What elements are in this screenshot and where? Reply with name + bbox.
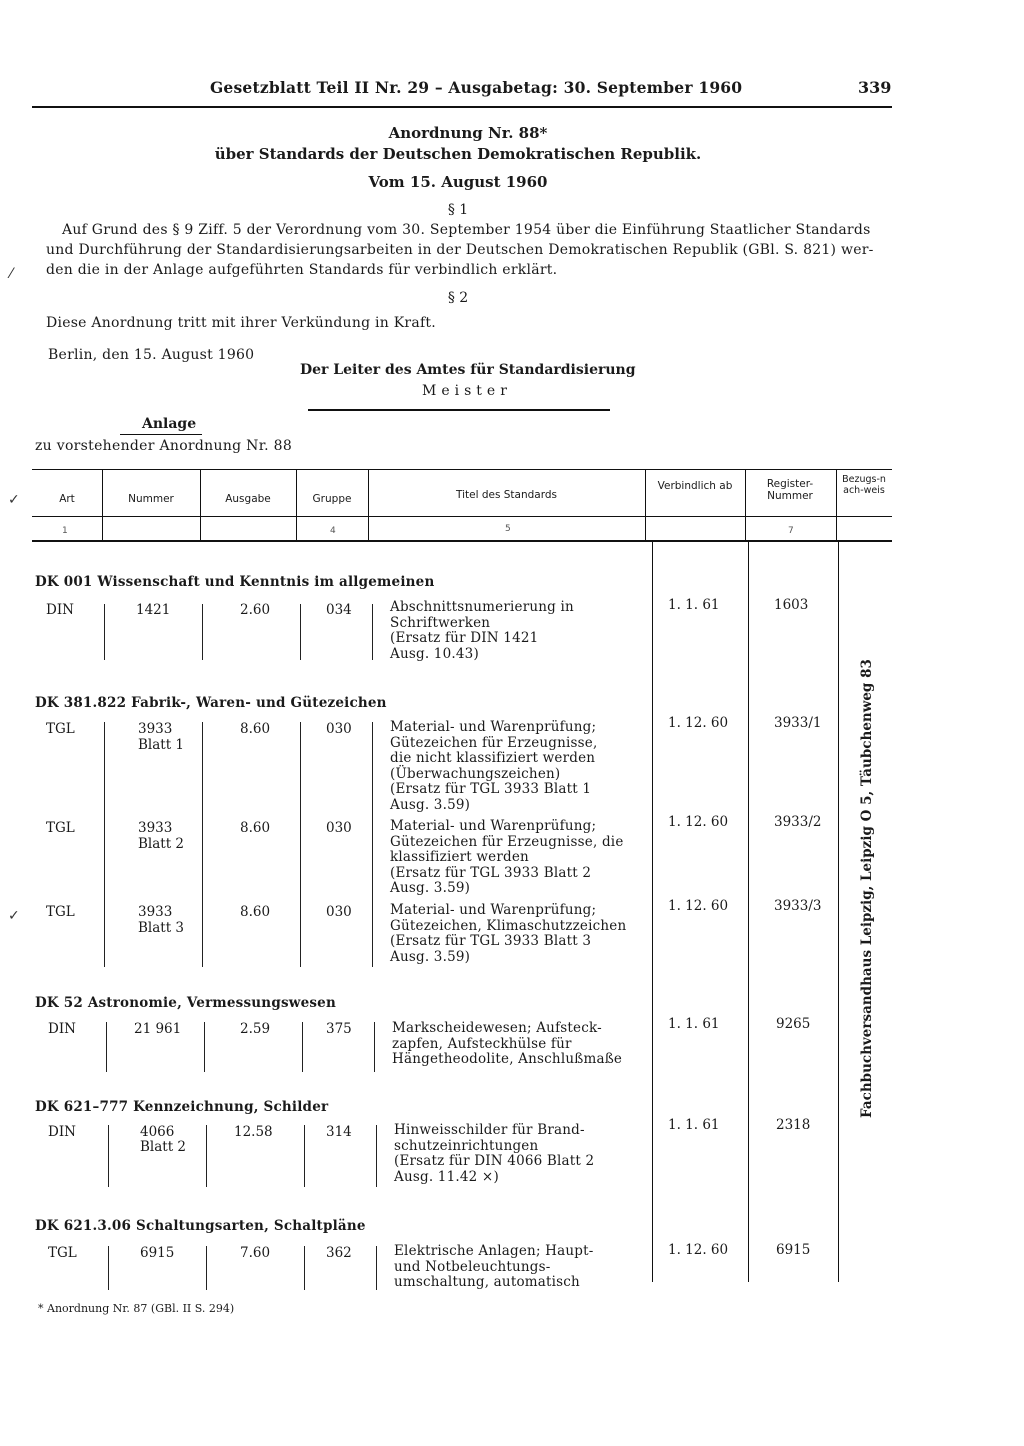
table-rule bbox=[32, 469, 892, 470]
footnote: * Anordnung Nr. 87 (GBl. II S. 294) bbox=[38, 1302, 235, 1315]
row-divider bbox=[106, 1022, 107, 1072]
column-divider bbox=[838, 540, 839, 1282]
cell-ausgabe: 8.60 bbox=[240, 904, 271, 920]
group-heading: DK 52 Astronomie, Vermessungswesen bbox=[35, 995, 336, 1011]
row-divider bbox=[372, 604, 373, 660]
cell-nummer: 21 961 bbox=[134, 1021, 182, 1037]
row-divider bbox=[108, 1246, 109, 1290]
cell-titel: Hinweisschilder für Brand- schutzeinrichtungen (Ersatz für DIN 4066 Blatt 2 Ausg. 11.42 ×) bbox=[394, 1122, 595, 1185]
cell-gruppe: 030 bbox=[326, 820, 352, 836]
cell-ausgabe: 2.60 bbox=[240, 602, 271, 618]
paragraph-1-line: und Durchführung der Standardisierungsarbeiten in der Deutschen Demokratischen Republik (GBl. S. 821) wer- bbox=[46, 242, 874, 258]
column-divider bbox=[652, 540, 653, 1282]
row-divider bbox=[104, 604, 105, 660]
paragraph-1-number: § 1 bbox=[447, 202, 469, 218]
publisher-stamp-text: Fachbuchversandhaus Leipzig, Leipzig O 5, Täubchenweg 83 bbox=[859, 659, 875, 1118]
column-divider bbox=[748, 540, 749, 1282]
row-divider bbox=[202, 604, 203, 660]
paragraph-2-text: Diese Anordnung tritt mit ihrer Verkündung in Kraft. bbox=[46, 315, 436, 331]
cell-art: DIN bbox=[46, 602, 74, 618]
cell-verbindlich: 1. 12. 60 bbox=[668, 814, 729, 830]
cell-ausgabe: 12.58 bbox=[234, 1124, 273, 1140]
paragraph-1-line: Auf Grund des § 9 Ziff. 5 der Verordnung vom 30. September 1954 über die Einführung Staatlicher Standards bbox=[62, 222, 871, 238]
group-heading: DK 001 Wissenschaft und Kenntnis im allgemeinen bbox=[35, 574, 435, 590]
cell-nummer: 4066 bbox=[140, 1124, 175, 1140]
cell-titel: Material- und Warenprüfung; Gütezeichen, Klimaschutzzeichen (Ersatz für TGL 3933 Blatt 3 Ausg. 3.59) bbox=[390, 902, 627, 965]
cell-art: DIN bbox=[48, 1124, 76, 1140]
row-divider bbox=[302, 1022, 303, 1072]
cell-titel: Elektrische Anlagen; Haupt- und Notbeleuchtungs- umschaltung, automatisch bbox=[394, 1243, 594, 1290]
row-divider bbox=[204, 1022, 205, 1072]
paragraph-2-number: § 2 bbox=[447, 290, 469, 306]
ordinance-date: Vom 15. August 1960 bbox=[368, 173, 548, 191]
column-divider bbox=[645, 469, 646, 540]
cell-register: 1603 bbox=[774, 597, 809, 613]
place-date: Berlin, den 15. August 1960 bbox=[48, 347, 255, 363]
cell-register: 3933/3 bbox=[774, 898, 822, 914]
cell-gruppe: 314 bbox=[326, 1124, 352, 1140]
row-divider bbox=[376, 1246, 377, 1290]
group-heading: DK 621.3.06 Schaltungsarten, Schaltpläne bbox=[35, 1218, 366, 1234]
cell-art: DIN bbox=[48, 1021, 76, 1037]
cell-register: 9265 bbox=[776, 1016, 811, 1032]
cell-nummer: 6915 bbox=[140, 1245, 175, 1261]
cell-nummer: 3933 bbox=[138, 721, 173, 737]
col-header-nummer: Nummer bbox=[128, 493, 174, 505]
cell-titel: Markscheidewesen; Aufsteck- zapfen, Aufsteckhülse für Hängetheodolite, Anschlußmaße bbox=[392, 1020, 623, 1067]
row-divider bbox=[202, 722, 203, 967]
cell-verbindlich: 1. 12. 60 bbox=[668, 1242, 729, 1258]
cell-register: 3933/1 bbox=[774, 715, 822, 731]
cell-gruppe: 030 bbox=[326, 904, 352, 920]
margin-mark: ✓ bbox=[8, 908, 20, 924]
cell-art: TGL bbox=[46, 820, 75, 836]
table-rule bbox=[32, 540, 892, 542]
row-divider bbox=[300, 722, 301, 967]
cell-gruppe: 375 bbox=[326, 1021, 352, 1037]
cell-register: 6915 bbox=[776, 1242, 811, 1258]
cell-nummer: 1421 bbox=[136, 602, 171, 618]
col-number: 4 bbox=[330, 526, 336, 536]
cell-verbindlich: 1. 1. 61 bbox=[668, 1117, 720, 1133]
cell-nummer-sheet: Blatt 1 bbox=[138, 737, 185, 753]
cell-ausgabe: 7.60 bbox=[240, 1245, 271, 1261]
row-divider bbox=[206, 1246, 207, 1290]
margin-mark: ✓ bbox=[8, 492, 20, 508]
cell-titel: Material- und Warenprüfung; Gütezeichen für Erzeugnisse, die klassifiziert werden (Ersatz für TGL 3933 Blatt 2 Ausg. 3.59) bbox=[390, 818, 624, 896]
annex-underline bbox=[120, 434, 202, 435]
cell-verbindlich: 1. 1. 61 bbox=[668, 597, 720, 613]
publisher-stamp bbox=[857, 659, 879, 1118]
cell-art: TGL bbox=[48, 1245, 77, 1261]
cell-ausgabe: 2.59 bbox=[240, 1021, 271, 1037]
paragraph-1-line: den die in der Anlage aufgeführten Standards für verbindlich erklärt. bbox=[46, 262, 558, 278]
cell-nummer-sheet: Blatt 3 bbox=[138, 920, 185, 936]
page-number: 339 bbox=[858, 78, 892, 97]
row-divider bbox=[300, 604, 301, 660]
row-divider bbox=[304, 1246, 305, 1290]
col-header-verbindlich: Verbindlich ab bbox=[657, 480, 733, 492]
col-header-bezug: Bezugs-nach-weis bbox=[842, 474, 886, 496]
annex-title: Anlage bbox=[142, 416, 197, 432]
col-header-register: Register-Nummer bbox=[766, 478, 814, 502]
signature-name: Meister bbox=[422, 383, 512, 399]
row-divider bbox=[206, 1125, 207, 1187]
header-rule bbox=[32, 106, 892, 108]
cell-nummer: 3933 bbox=[138, 820, 173, 836]
col-header-gruppe: Gruppe bbox=[312, 493, 352, 505]
cell-nummer: 3933 bbox=[138, 904, 173, 920]
cell-nummer-sheet: Blatt 2 bbox=[138, 836, 185, 852]
cell-register: 3933/2 bbox=[774, 814, 822, 830]
col-header-titel: Titel des Standards bbox=[455, 489, 557, 501]
col-header-ausgabe: Ausgabe bbox=[225, 493, 271, 505]
cell-gruppe: 030 bbox=[326, 721, 352, 737]
ordinance-title: Anordnung Nr. 88* bbox=[388, 124, 548, 142]
col-number: 5 bbox=[505, 524, 511, 534]
cell-nummer-sheet: Blatt 2 bbox=[140, 1139, 187, 1155]
signature-rule bbox=[308, 409, 610, 411]
cell-register: 2318 bbox=[776, 1117, 811, 1133]
cell-art: TGL bbox=[46, 904, 75, 920]
cell-verbindlich: 1. 1. 61 bbox=[668, 1016, 720, 1032]
column-divider bbox=[745, 469, 746, 540]
col-number: 1 bbox=[62, 526, 68, 536]
cell-gruppe: 362 bbox=[326, 1245, 352, 1261]
running-header: Gesetzblatt Teil II Nr. 29 – Ausgabetag: 30. September 1960 bbox=[210, 78, 743, 97]
row-divider bbox=[104, 722, 105, 967]
column-divider bbox=[368, 469, 369, 540]
annex-subtitle: zu vorstehender Anordnung Nr. 88 bbox=[35, 438, 293, 454]
cell-titel: Material- und Warenprüfung; Gütezeichen für Erzeugnisse, die nicht klassifiziert werden (Überwachungszeichen) (Ersatz für TGL 3933 Blatt 1 Ausg. 3.59) bbox=[390, 719, 598, 813]
table-rule bbox=[32, 516, 892, 517]
cell-ausgabe: 8.60 bbox=[240, 721, 271, 737]
row-divider bbox=[372, 722, 373, 967]
col-number: 7 bbox=[788, 526, 794, 536]
col-header-art: Art bbox=[59, 493, 75, 505]
row-divider bbox=[376, 1125, 377, 1187]
signature-office: Der Leiter des Amtes für Standardisierung bbox=[300, 362, 636, 378]
cell-gruppe: 034 bbox=[326, 602, 352, 618]
group-heading: DK 621–777 Kennzeichnung, Schilder bbox=[35, 1099, 329, 1115]
cell-art: TGL bbox=[46, 721, 75, 737]
column-divider bbox=[836, 469, 837, 540]
row-divider bbox=[374, 1022, 375, 1072]
row-divider bbox=[108, 1125, 109, 1187]
ordinance-subject: über Standards der Deutschen Demokratischen Republik. bbox=[214, 145, 702, 163]
margin-mark: ⁄ bbox=[10, 266, 13, 282]
cell-titel: Abschnittsnumerierung in Schriftwerken (Ersatz für DIN 1421 Ausg. 10.43) bbox=[390, 599, 574, 662]
row-divider bbox=[304, 1125, 305, 1187]
cell-verbindlich: 1. 12. 60 bbox=[668, 898, 729, 914]
cell-verbindlich: 1. 12. 60 bbox=[668, 715, 729, 731]
group-heading: DK 381.822 Fabrik-, Waren- und Gütezeichen bbox=[35, 695, 387, 711]
cell-ausgabe: 8.60 bbox=[240, 820, 271, 836]
